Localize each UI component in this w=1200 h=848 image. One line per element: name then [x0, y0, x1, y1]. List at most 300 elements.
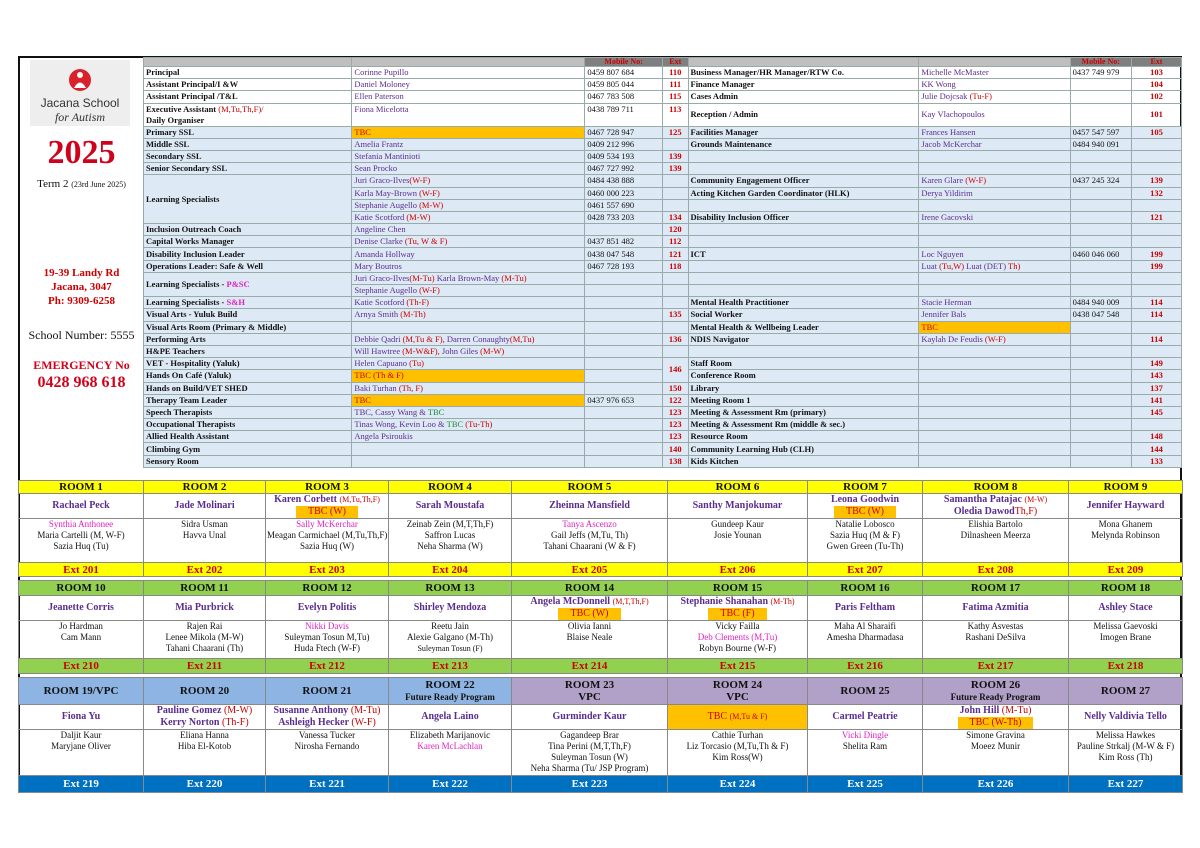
staff-name: Frances Hansen [919, 126, 1070, 138]
ext: 143 [1131, 370, 1181, 382]
room-name: ROOM 5 [512, 481, 668, 494]
tag: TBC [427, 406, 445, 417]
ext: 199 [1131, 260, 1181, 272]
name-text-2: Luat (DET) [966, 260, 1007, 271]
support-staff [1069, 730, 1183, 776]
room-teacher-row [19, 494, 1183, 519]
term-label [20, 178, 143, 190]
support-name: Tina Perini (M,T,Th,F) [548, 741, 631, 751]
room-ext-row [19, 776, 1183, 793]
staff-name [352, 358, 585, 370]
support-name: Synthia Anthonee [48, 519, 114, 529]
mobile: 0484 940 091 [1070, 138, 1131, 150]
staff-name: Derya Yildirim [919, 187, 1070, 199]
staff-name [352, 382, 585, 394]
staff-name [352, 333, 585, 345]
role: Performing Arts [144, 333, 352, 345]
ext: 114 [1131, 309, 1181, 321]
school-phone: Ph: 9309-6258 [48, 295, 115, 307]
ext: 103 [1131, 67, 1181, 79]
logo-mark-icon [68, 68, 92, 92]
room-name: ROOM 13 [389, 581, 512, 596]
name-text: Baki Turhan [354, 382, 397, 393]
room-ext: Ext 217 [923, 659, 1069, 674]
role [144, 272, 352, 296]
support-staff [512, 621, 668, 659]
staff-name: TBC [352, 394, 585, 406]
mobile: 0437 245 324 [1070, 175, 1131, 187]
name-text: Debbie Qadri [354, 333, 401, 344]
tbc-badge: TBC (W) [834, 506, 896, 518]
room-ext: Ext 207 [808, 563, 923, 577]
mobile: 0459 807 684 [585, 67, 663, 79]
ext: 122 [662, 394, 688, 406]
name-text: Juri Graco-Ilves [354, 272, 410, 283]
days: (Tu-Th) [465, 419, 493, 430]
support-staff [144, 730, 266, 776]
support-name: Maria Cartelli (M, W-F) [37, 530, 125, 540]
name-text: Luat [921, 260, 937, 271]
ext: 137 [1131, 382, 1181, 394]
staff-row [144, 138, 1182, 150]
room-name: ROOM 17 [923, 581, 1069, 596]
support-name: Daljit Kaur [60, 730, 102, 740]
teacher [808, 494, 923, 519]
teacher [512, 596, 668, 621]
support-name: Karen McLachlan [417, 741, 483, 751]
mobile: 0438 789 711 [585, 103, 663, 126]
staff-row [144, 309, 1182, 321]
teacher-days-2: (Th-F) [221, 717, 249, 728]
teacher: Rachael Peck [19, 494, 144, 519]
ext: 141 [1131, 394, 1181, 406]
teacher: Jennifer Hayward [1069, 494, 1183, 519]
support-staff [144, 621, 266, 659]
support-staff [512, 730, 668, 776]
room-ext: Ext 212 [266, 659, 389, 674]
ext: 148 [1131, 431, 1181, 443]
support-staff [266, 621, 389, 659]
support-name: Gundeep Kaur [711, 519, 764, 529]
room-ext: Ext 222 [389, 776, 512, 793]
school-logo [30, 60, 130, 126]
support-staff [668, 519, 808, 563]
staff-row [144, 236, 1182, 248]
teacher: Mia Purbrick [144, 596, 266, 621]
name-text: Helen Capuano [354, 358, 408, 369]
days: (M-Th) [400, 309, 426, 320]
teacher-days: (M-W) [223, 705, 253, 716]
ext: 132 [1131, 187, 1181, 199]
support-name: Melissa Hawkes [1095, 730, 1156, 740]
teacher: Angela Laino [389, 705, 512, 730]
role-tag: P&SC [226, 279, 250, 289]
staff-row [144, 126, 1182, 138]
tbc-badge [958, 717, 1034, 729]
role: Mental Health Practitioner [688, 297, 919, 309]
role: Capital Works Manager [144, 236, 352, 248]
address-line-1: 19-39 Landy Rd [43, 267, 120, 279]
name-text: Juri Graco-Ilves [354, 175, 410, 186]
support-staff [668, 730, 808, 776]
teacher: Evelyn Politis [266, 596, 389, 621]
support-name: Sidra Usman [181, 519, 228, 529]
room-ext: Ext 203 [266, 563, 389, 577]
room-ext: Ext 216 [808, 659, 923, 674]
room-name-text: ROOM 24 [712, 679, 763, 691]
role: Therapy Team Leader [144, 394, 352, 406]
support-staff [144, 519, 266, 563]
role-text: Learning Specialists - [146, 297, 227, 308]
role-tag: S&H [226, 297, 245, 308]
mobile-header: Mobile No: [585, 58, 663, 67]
mobile: 0484 940 009 [1070, 297, 1131, 309]
role: Social Worker [688, 309, 919, 321]
role: Library [688, 382, 919, 394]
support-name: Melissa Gaevoski [1093, 621, 1158, 631]
staff-name [352, 285, 585, 297]
support-staff [19, 621, 144, 659]
staff-name [352, 419, 585, 431]
support-name: Havva Unal [182, 530, 227, 540]
mobile: 0484 438 888 [585, 175, 663, 187]
name-text: TBC [354, 370, 371, 381]
staff-row [144, 175, 1182, 187]
ext: 115 [662, 91, 688, 103]
support-name: Vicky Failla [715, 621, 760, 631]
ext: 121 [662, 248, 688, 260]
mobile: 0467 783 508 [585, 91, 663, 103]
role: Principal [144, 67, 352, 79]
room-name-text: ROOM 23 [564, 679, 615, 691]
mobile: 0460 046 060 [1070, 248, 1131, 260]
mobile: 0461 557 690 [585, 199, 663, 211]
role: Climbing Gym [144, 443, 352, 455]
teacher-days-2: (W-F) [351, 717, 376, 728]
role-days: (M,Tu,Th,F)/ [218, 103, 264, 114]
support-name: Josie Younan [713, 530, 762, 540]
teacher-days: (M-Th) [770, 597, 795, 606]
room-name: ROOM 15 [668, 581, 808, 596]
staff-name: Jacob McKerchar [919, 138, 1070, 150]
role: Primary SSL [144, 126, 352, 138]
name-text: Denise Clarke [354, 236, 403, 247]
role: Kids Kitchen [688, 455, 919, 467]
support-name: Elishia Bartolo [968, 519, 1023, 529]
room-ext: Ext 202 [144, 563, 266, 577]
ext: 118 [662, 260, 688, 272]
emergency-label: EMERGENCY No [33, 358, 130, 372]
ext-header: Ext [662, 58, 688, 67]
support-name: Gagandeep Brar [560, 730, 619, 740]
ext: 140 [662, 443, 688, 455]
room-ext: Ext 205 [512, 563, 668, 577]
room-ext: Ext 206 [668, 563, 808, 577]
support-name: Deb Clements (M,Tu) [697, 632, 778, 642]
room-name: ROOM 20 [144, 678, 266, 705]
name-text: Katie Scotford [354, 211, 405, 222]
room-name: ROOM 18 [1069, 581, 1183, 596]
staff-name: Loc Nguyen [919, 248, 1070, 260]
ext: 149 [1131, 358, 1181, 370]
staff-name [352, 272, 585, 284]
support-name: Rashani DeSilva [965, 632, 1026, 642]
days: (Th-F) [406, 297, 430, 308]
role: VET - Hospitality (Yaluk) [144, 358, 352, 370]
support-name: Sazia Huq (M & F) [830, 530, 900, 540]
role: Allied Health Assistant [144, 431, 352, 443]
role: Inclusion Outreach Coach [144, 224, 352, 236]
role: Community Learning Hub (CLH) [688, 443, 919, 455]
mobile: 0409 534 193 [585, 150, 663, 162]
room-subtitle: Future Ready Program [950, 692, 1041, 702]
logo-subname: for Autism [54, 110, 106, 124]
support-name: Maha Al Sharaifi [834, 621, 896, 631]
support-name: Reetu Jain [431, 621, 469, 631]
staff-name: Amanda Hollway [352, 248, 585, 260]
ext: 123 [662, 431, 688, 443]
role: Staff Room [688, 358, 919, 370]
ext: 199 [1131, 248, 1181, 260]
support-name: Suleyman Tosun M,Tu) [284, 632, 370, 642]
room-ext: Ext 208 [923, 563, 1069, 577]
staff-name: Angeline Chen [352, 224, 585, 236]
role: Acting Kitchen Garden Coordinator (HLK) [688, 187, 919, 199]
staff-name [352, 309, 585, 321]
support-name: Huda Ftech (W-F) [294, 643, 360, 653]
support-name: Tanya Ascenzo [562, 519, 617, 529]
name-text: Tinas Wong, Kevin Loo & [354, 419, 445, 430]
support-name: Simone Gravina [966, 730, 1025, 740]
room-subtitle: Future Ready Program [405, 692, 495, 702]
days: (Th & F) [373, 370, 404, 381]
days: (Tu) [409, 358, 424, 369]
ext: 112 [662, 236, 688, 248]
role-text: Learning Specialists - [146, 279, 227, 289]
role [144, 297, 352, 309]
tag: TBC [446, 419, 464, 430]
role: Meeting & Assessment Rm (primary) [688, 406, 919, 418]
staff-name [352, 199, 585, 211]
role: Secondary SSL [144, 150, 352, 162]
role: Meeting Room 1 [688, 394, 919, 406]
teacher: Fatima Azmitia [923, 596, 1069, 621]
staff-name [352, 211, 585, 223]
room-name: ROOM 7 [808, 481, 923, 494]
days-2: (M-W) [480, 346, 505, 357]
days: (Tu, W & F) [404, 236, 448, 247]
days: (M,Tu & F), [402, 333, 445, 344]
role: Resource Room [688, 431, 919, 443]
support-staff [266, 730, 389, 776]
support-name: Kim Ross (Th) [1098, 752, 1153, 762]
support-name: Blaise Neale [566, 632, 613, 642]
staff-name [919, 260, 1070, 272]
support-name: Amesha Dharmadasa [826, 632, 904, 642]
support-staff [923, 621, 1069, 659]
support-name: Alexie Galgano (M-Th) [407, 632, 493, 642]
room-name: ROOM 10 [19, 581, 144, 596]
teacher-days: (M-Tu) [1001, 705, 1032, 716]
name-text: Stephanie Augello [354, 285, 417, 296]
days: (W-F) [419, 285, 440, 296]
room-header-row [19, 678, 1183, 705]
staff-name [352, 236, 585, 248]
teacher-name: Pauline Gomez [156, 705, 222, 716]
staff-row [144, 163, 1182, 175]
tbc-badge: TBC (W) [558, 608, 620, 620]
days: (W-F) [409, 175, 431, 186]
support-name: Suleyman Tosun (W) [551, 752, 628, 762]
school-number: School Number: 5555 [28, 328, 135, 342]
teacher [923, 705, 1069, 730]
staff-row [144, 297, 1182, 309]
room-name [389, 678, 512, 705]
tbc-days: (W-Th) [991, 717, 1022, 728]
staff-row [144, 321, 1182, 333]
room-name: ROOM 6 [668, 481, 808, 494]
role: Speech Therapists [144, 406, 352, 418]
address-line-2: Jacana, 3047 [51, 281, 112, 293]
role: Mental Health & Wellbeing Leader [688, 321, 919, 333]
support-name: Jo Hardman [59, 621, 103, 631]
support-name: Gwen Green (Tu-Th) [826, 541, 904, 551]
ext: 134 [662, 211, 688, 223]
role-text: Executive Assistant [146, 103, 217, 114]
ext: 145 [1131, 406, 1181, 418]
support-staff [1069, 519, 1183, 563]
room-subtitle: VPC [578, 691, 601, 703]
role: Community Engagement Officer [688, 175, 919, 187]
support-name: Eliana Hanna [180, 730, 229, 740]
teacher: Sarah Moustafa [389, 494, 512, 519]
days: (M-W) [419, 199, 444, 210]
staff-name: Mary Boutros [352, 260, 585, 272]
support-staff [808, 621, 923, 659]
name-text: Kaylah De Feudis [921, 333, 983, 344]
staff-name: Michelle McMaster [919, 67, 1070, 79]
name-text: TBC, Cassy Wang & [354, 406, 426, 417]
support-name: Imogen Brane [1099, 632, 1152, 642]
staff-row [144, 224, 1182, 236]
mobile: 0438 047 548 [1070, 309, 1131, 321]
teacher: Nelly Valdivia Tello [1069, 705, 1183, 730]
support-name: Saffron Lucas [424, 530, 476, 540]
room-name: ROOM 14 [512, 581, 668, 596]
ext: 139 [662, 150, 688, 162]
teacher: Zheinna Mansfield [512, 494, 668, 519]
support-name: Neha Sharma (W) [417, 541, 483, 551]
teacher: Fiona Yu [19, 705, 144, 730]
name-text: Arnya Smith [354, 309, 399, 320]
support-name: Hiba El-Kotob [177, 741, 232, 751]
ext: 144 [1131, 443, 1181, 455]
support-name: Lenee Mikola (M-W) [165, 632, 244, 642]
room-support-row [19, 519, 1183, 563]
days: (Tu-F) [969, 91, 992, 102]
teacher-days: (M-W) [1024, 495, 1048, 504]
staff-header-row [144, 58, 1182, 67]
role: Reception / Admin [688, 103, 919, 126]
teacher-days-2: Th,F) [1014, 506, 1038, 517]
days: (M-W) [406, 211, 431, 222]
role: Facilities Manager [688, 126, 919, 138]
teacher-name-2: Oledia Dawod [953, 506, 1015, 517]
ext: 104 [1131, 79, 1181, 91]
room-name: ROOM 12 [266, 581, 389, 596]
support-name: Liz Torcasio (M,Tu,Th & F) [686, 741, 789, 751]
staff-name: Corinne Pupillo [352, 67, 585, 79]
teacher-name: Samantha Patajac [943, 494, 1022, 505]
support-name: Cam Mann [60, 632, 102, 642]
role: Operations Leader: Safe & Well [144, 260, 352, 272]
room-subtitle: VPC [726, 691, 749, 703]
staff-row [144, 455, 1182, 467]
room-ext: Ext 211 [144, 659, 266, 674]
support-name: Vicki Dingle [841, 730, 889, 740]
support-name: Kim Ross(W) [712, 752, 763, 762]
staff-name: Daniel Moloney [352, 79, 585, 91]
support-name: Dilnasheen Meerza [960, 530, 1031, 540]
teacher [266, 494, 389, 519]
room-ext: Ext 220 [144, 776, 266, 793]
room-ext: Ext 221 [266, 776, 389, 793]
room-ext: Ext 219 [19, 776, 144, 793]
role: ICT [688, 248, 919, 260]
school-info-panel [20, 58, 143, 480]
teacher-name: Stephanie Shanahan [680, 596, 769, 607]
mobile: 0467 727 992 [585, 163, 663, 175]
name-text: Stephanie Augello [354, 199, 417, 210]
support-staff [19, 730, 144, 776]
room-header-row [19, 581, 1183, 596]
days: (M-Tu) [409, 272, 435, 283]
support-name: Kathy Asvestas [967, 621, 1024, 631]
teacher [923, 494, 1069, 519]
mobile-header: Mobile No: [1070, 58, 1131, 67]
support-name: Meagan Carmichael (M,Tu,Th,F) [267, 530, 388, 540]
room-header-row [19, 481, 1183, 494]
room-ext: Ext 227 [1069, 776, 1183, 793]
ext: 125 [662, 126, 688, 138]
support-staff [668, 621, 808, 659]
mobile: 0459 805 044 [585, 79, 663, 91]
staff-name: Sean Procko [352, 163, 585, 175]
teacher-name-2: Kerry Norton [160, 717, 220, 728]
mobile: 0467 728 193 [585, 260, 663, 272]
staff-name [352, 345, 585, 357]
role: Learning Specialists [144, 175, 352, 224]
staff-name: Angela Psiroukis [352, 431, 585, 443]
support-name: Moeez Munir [970, 741, 1021, 751]
staff-name [352, 406, 585, 418]
staff-row [144, 419, 1182, 431]
teacher [144, 705, 266, 730]
support-staff [389, 519, 512, 563]
teacher-days: (M,T,Th,F) [612, 597, 649, 606]
room-ext: Ext 204 [389, 563, 512, 577]
role: Hands on Build/VET SHED [144, 382, 352, 394]
mobile: 0467 728 947 [585, 126, 663, 138]
room-ext: Ext 210 [19, 659, 144, 674]
school-address [20, 266, 143, 308]
role [144, 103, 352, 126]
support-staff [1069, 621, 1183, 659]
teacher-name: Karen Corbett [274, 494, 337, 505]
mobile: 0437 976 653 [585, 394, 663, 406]
teacher: Gurminder Kaur [512, 705, 668, 730]
role: Conference Room [688, 370, 919, 382]
